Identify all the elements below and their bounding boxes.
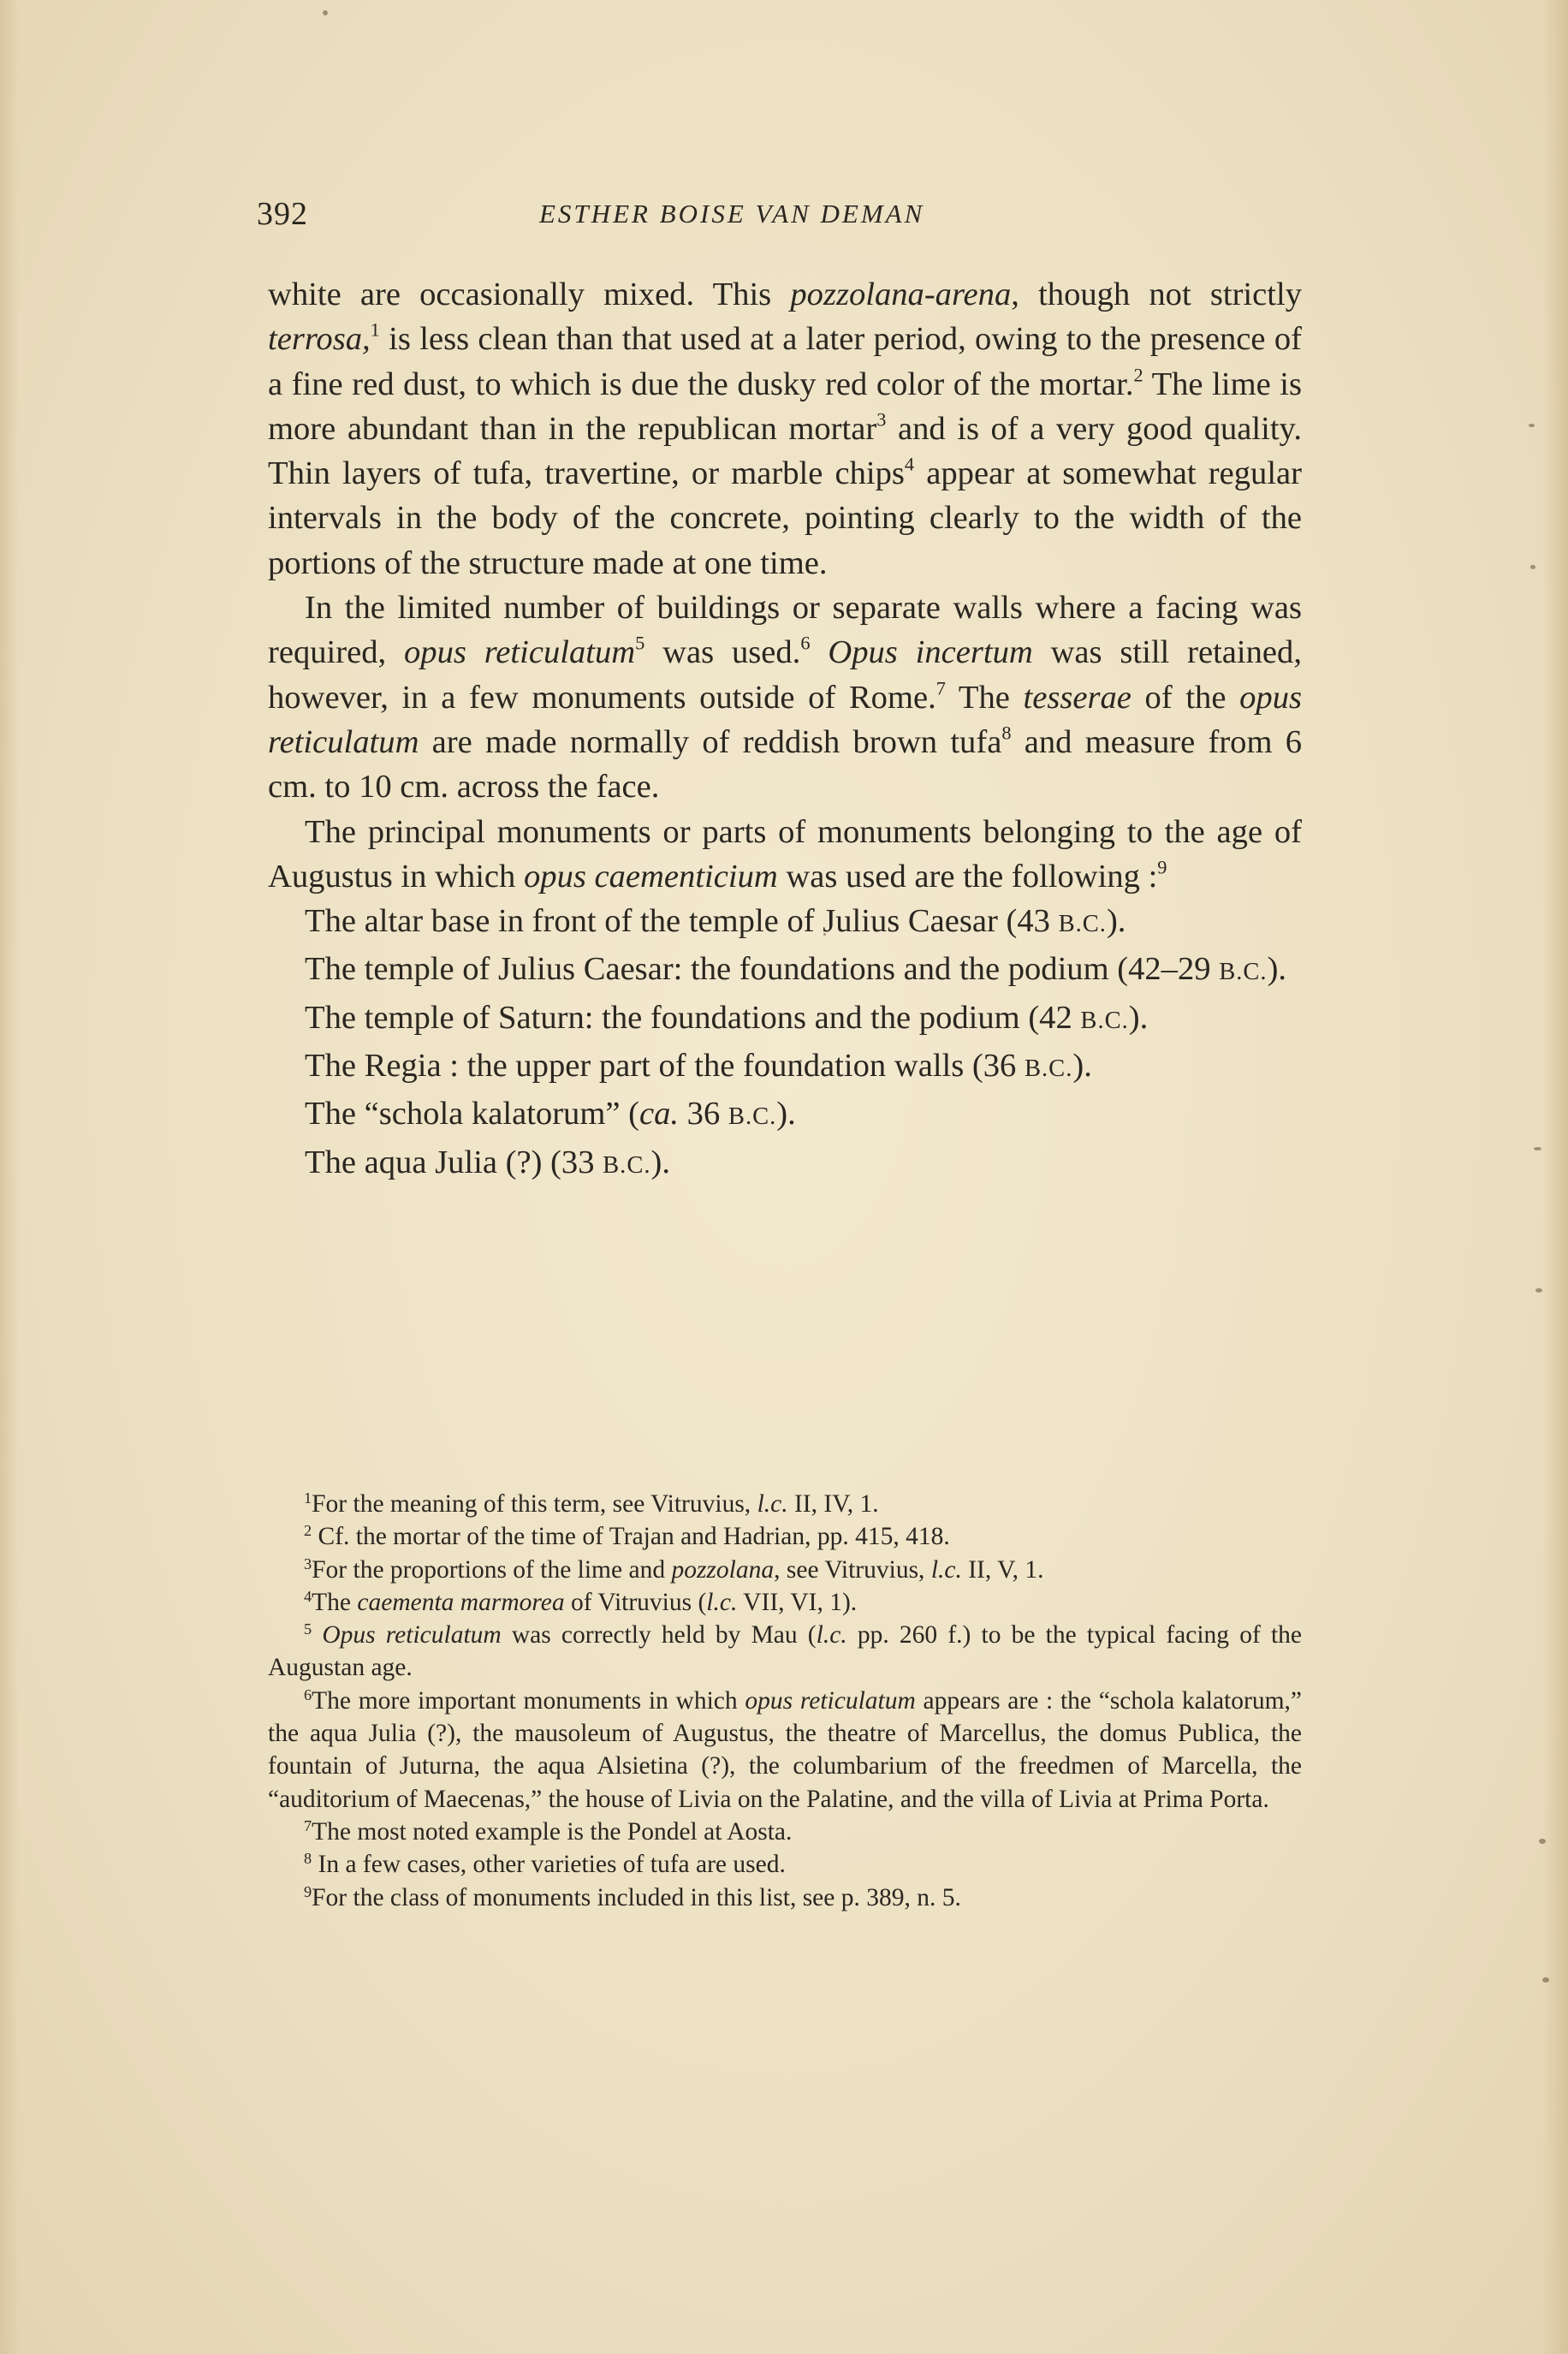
text-run: , though not strictly [1011,276,1302,312]
footnote-ref: 2 [1133,363,1143,385]
text-run: The more important monuments in which [312,1686,745,1715]
text-run: appears are : the “schola kalatorum,” the aqua Julia (?), the mausoleum of Augustus, the theatre of Marcellus, the domus Publica, the fountain of Juturna, the aqua Alsietina (?), the columbarium of the freedmen of Marcella, the “auditorium of Maecenas,” the house of Livia on the Palatine, and the villa of Livia at Prima Porta. [268,1686,1302,1813]
paper-speck [1534,1147,1541,1150]
italic-text: ca. [638,1096,680,1132]
footnote-ref: 2 [304,1522,312,1540]
footnote-ref: 4 [304,1587,312,1605]
text-run: In a few cases, other varieties of tufa are used. [312,1851,786,1879]
paper-speck [1535,1288,1542,1293]
paper-speck [1542,1977,1549,1982]
text-run: ). [650,1144,670,1180]
text-run: For the class of monuments included in this list, see p. 389, n. 5. [312,1883,961,1911]
text-run: The principal monuments or parts of monuments belonging to the age of Augustus in which [268,813,1302,895]
text-run: II, IV, 1. [787,1490,879,1518]
text-run: The aqua Julia (?) (33 [305,1144,603,1180]
text-run: is less clean than that used at a later period, owing to the presence of a fine red dust, to which is due the dusky red color of the mortar. [268,321,1302,402]
italic-text: pozzolana-arena [790,276,1012,312]
text-run: ). [1106,903,1126,940]
text-run: The “schola kalatorum” ( [305,1096,639,1132]
footnote [268,1619,1302,1685]
text-run: B.C. [1219,959,1268,986]
footnote [268,1554,1302,1586]
footnote [268,1816,1302,1848]
text-run: II, V, 1. [961,1555,1044,1584]
text-run: and measure from 6 cm. to 10 cm. across the face. [268,723,1302,805]
footnote-ref: 4 [904,453,915,475]
italic-text: l.c. [930,1555,962,1584]
italic-text: l.c. [706,1588,738,1616]
text-run: are made normally of reddish brown tufa [419,723,1002,760]
text-run: ). [1267,951,1287,988]
text-run: VII, VI, 1). [737,1588,858,1616]
text-run: For the proportions of the lime and [312,1555,672,1584]
text-run: was used. [644,634,801,671]
text-run: The Regia : the upper part of the foundation walls (36 [305,1048,1025,1085]
text-run: 36 [679,1096,728,1132]
paragraph [268,272,1302,586]
text-run: The [312,1588,358,1616]
text-run: The altar base in front of the temple of Julius Caesar (43 [305,903,1059,940]
text-run: The most noted example is the Pondel at Aosta. [312,1817,793,1846]
text-run: The temple of Julius Caesar: the foundations and the podium (42–29 [305,951,1220,988]
footnote-ref: 6 [800,632,811,654]
footnote-ref: 9 [304,1882,312,1900]
footnote-ref: 8 [304,1850,312,1868]
text-run: For the meaning of this term, see Vitruvius, [312,1490,757,1518]
text-run: was used are the following : [777,858,1158,895]
page-edge-shadow-left [0,0,19,2354]
text-run: B.C. [1080,1007,1129,1034]
footnote-ref: 8 [1001,722,1012,744]
italic-text: opus reticulatum [404,634,636,671]
footnote-ref: 5 [304,1620,312,1638]
footnote [268,1685,1302,1816]
monument-list-item [268,1140,1302,1188]
italic-text: opus caementicium [523,858,778,895]
paragraph [268,586,1302,809]
text-run: B.C. [603,1151,651,1179]
text-run: B.C. [728,1103,777,1131]
text-run: B.C. [1024,1055,1073,1083]
text-run: ). [1128,999,1149,1036]
text-run: The [945,679,1024,716]
running-header [257,195,1301,238]
footnote [268,1520,1302,1553]
text-run: was correctly held by Mau ( [501,1621,817,1650]
italic-text: caementa marmorea [357,1588,565,1616]
running-title: ESTHER BOISE VAN DEMAN [539,199,925,229]
paragraph [268,810,1302,900]
page-edge-shadow-right [1542,0,1568,2354]
text-run [811,634,829,670]
text-run [312,1621,322,1649]
footnote-ref: 1 [304,1489,312,1507]
text-run: white are occasionally mixed. This [268,276,791,312]
footnote-ref: 3 [304,1554,312,1572]
text-run: of Vitruvius ( [564,1588,707,1616]
text-run: of the [1131,679,1240,716]
paper-speck [1539,1839,1546,1844]
text-run: pp. 260 f.) to be the typical facing of the Augustan age. [268,1621,1303,1682]
footnote-ref: 6 [304,1685,312,1703]
italic-text: l.c. [816,1621,847,1650]
italic-text: tesserae [1023,679,1131,716]
monument-list-item [268,1091,1302,1139]
text-run: and is of a very good quality. Thin layers of tufa, travertine, or marble chips [268,410,1302,492]
footnote [268,1848,1302,1881]
italic-text: Opus reticulatum [322,1621,502,1650]
text-run: Cf. the mortar of the time of Trajan and Hadrian, pp. 415, 418. [312,1523,950,1551]
text-run: , see Vitruvius, [774,1555,931,1584]
italic-text: terrosa, [268,321,371,358]
text-run: The temple of Saturn: the foundations and the podium (42 [305,999,1081,1036]
paper-speck [323,10,328,15]
text-run: The lime is more abundant than in the republican mortar [268,366,1303,447]
monument-list-item [268,1043,1302,1091]
main-text [268,272,1302,1188]
paper-speck [1530,565,1535,569]
footnote-ref: 7 [935,677,946,699]
footnote-ref: 5 [635,632,645,654]
footnote-ref: 1 [370,318,380,341]
italic-text: opus reticulatum [745,1686,916,1715]
monument-list-item [268,899,1302,947]
italic-text: l.c. [757,1490,788,1518]
text-run: ). [776,1096,796,1132]
footnotes [268,1488,1302,1914]
paper-speck [1529,424,1535,427]
text-run: ). [1072,1048,1092,1085]
text-run: was still retained, however, in a few monuments outside of Rome. [268,634,1302,716]
footnote-ref: 9 [1157,856,1167,878]
text-run: B.C. [1058,911,1107,938]
italic-text: pozzolana [671,1555,775,1584]
page-number: 392 [257,196,308,232]
footnote [268,1488,1302,1520]
monument-list-item [268,996,1302,1043]
footnote-ref: 7 [304,1816,312,1834]
text-run: appear at somewhat regular intervals in the body of the concrete, pointing clearly to the width of the portions of the structure made at one time. [268,455,1303,581]
text-run: In the limited number of buildings or separate walls where a facing was required, [268,590,1302,671]
italic-text: opus reticulatum [268,679,1302,760]
footnote [268,1586,1302,1619]
italic-text: Opus incertum [828,634,1033,671]
monument-list-item [268,947,1302,995]
footnote-ref: 3 [876,408,887,431]
footnote [268,1881,1302,1914]
